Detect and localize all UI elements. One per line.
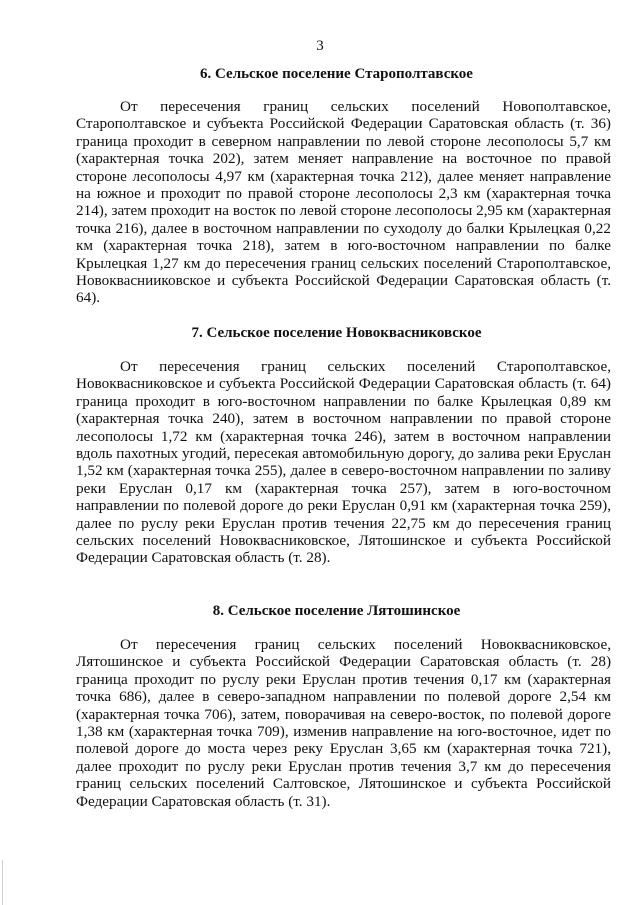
section-title-novokvasnikovskoe: 7. Сельское поселение Новоквасниковское [191,325,482,341]
section-title-lyatoshinskoe: 8. Сельское поселение Лятошинское [212,603,461,619]
section-title-staropoltavskoe: 6. Сельское поселение Старополтавское [200,66,473,82]
section-text-staropoltavskoe: От пересечения границ сельских поселений Новополтавское, Старополтавское и субъекта Российской Федерации Саратовская область (т. 36) граница проходит в северном направлении по левой стороне лесополосы 5,7 км (характерная точка 202), затем меняет направление на восточное по правой стороне лесополосы 4,97 км (характерная точка 212), далее меняет направление на южное и проходит по правой стороне лесополосы 2,3 км (характерная точка 214), затем проходит на восток по левой стороне лесополосы 2,95 км (характерная точка 216), далее в восточном направлении по суходолу до балки Крылецкая 0,22 км (характерная точка 218), затем в юго-восточном направлении по балке Крылецкая 1,27 км до пересечения границ сельских поселений Старополтавское, Новокваснииковское и субъекта Российской Федерации Саратовская область (т. 64). [76,98,611,307]
section-text-novokvasnikovskoe: От пересечения границ сельских поселений Старополтавское, Новоквасниковское и субъекта Российской Федерации Саратовская область (т. 64) граница проходит в юго-восточном направлении по балке Крылецкая 0,89 км (характерная точка 240), затем в восточном направлении по правой стороне лесополосы 1,72 км (характерная точка 246), затем в восточном направлении вдоль пахотных угодий, пересекая автомобильную дорогу, до залива реки Еруслан 1,52 км (характерная точка 255), далее в северо-восточном направлении по заливу реки Еруслан 0,17 км (характерная точка 257), затем в юго-восточном направлении по полевой дороге до реки Еруслан 0,91 км (характерная точка 259), далее по руслу реки Еруслан против течения 22,75 км до пересечения границ сельских поселений Новоквасниковское, Лятошинское и субъекта Российской Федерации Саратовская область (т. 28). [76,358,611,567]
section-text-lyatoshinskoe: От пересечения границ сельских поселений Новоквасниковское, Лятошинское и субъекта Российской Федерации Саратовская область (т. 28) граница проходит по руслу реки Еруслан против течения 0,17 км (характерная точка 686), далее в северо-западном направлении по полевой дороге 2,54 км (характерная точка 706), затем, поворачивая на северо-восток, по полевой дороге 1,38 км (характерная точка 709), изменив направление на юго-восточное, идет по полевой дороге до моста через реку Еруслан 3,65 км (характерная точка 721), далее проходит по руслу реки Еруслан против течения 3,7 км до пересечения границ сельских поселений Салтовское, Лятошинское и субъекта Российской Федерации Саратовская область (т. 31). [76,636,611,810]
scan-margin-line [2,860,3,905]
page-number: 3 [316,38,324,54]
